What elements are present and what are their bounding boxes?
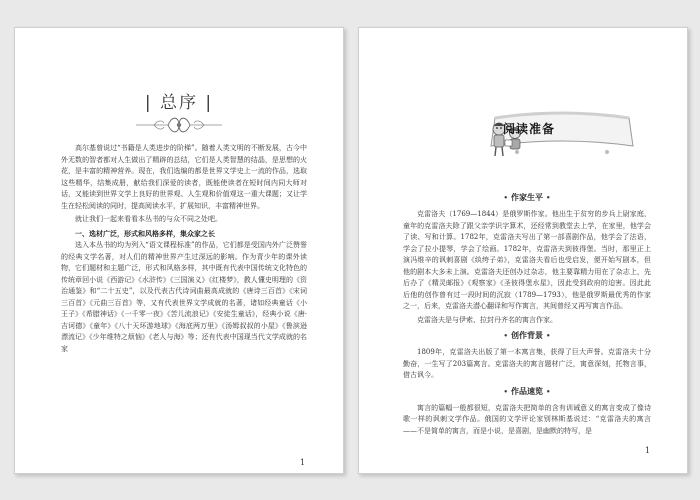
right-page-number: 1 bbox=[645, 446, 651, 455]
section-background-heading: • 创作背景 • bbox=[503, 331, 551, 340]
overview-paragraph-1: 寓言的篇幅一般都很短，克雷洛夫把简单的含有训诫意义的寓言变成了像诗歌一样的讽刺文学作品。俄国的文学评论家别林斯基说过：“克雷洛夫的寓言——不是简单的寓言，而是小说，是喜剧，是幽默的特写，是 bbox=[403, 403, 651, 435]
background-paragraph-1: 1809年，克雷洛夫出版了第一本寓言集，获得了巨大声誉。克雷洛夫十分勤奋，一生写了203篇寓言。克雷洛夫的寓言题材广泛，寓意深刻，托物言事，借古讽今。 bbox=[403, 348, 651, 379]
floral-ornament-icon bbox=[134, 112, 224, 138]
section-author-life-heading: • 作家生平 • bbox=[503, 193, 551, 202]
section-overview-heading: • 作品速览 • bbox=[503, 386, 551, 396]
preface-paragraph-2: 就让我们一起来看看本丛书的与众不同之处吧。 bbox=[75, 215, 222, 223]
preface-paragraph-1: 高尔基曾说过“书籍是人类进步的阶梯”。随着人类文明的不断发展，古今中外无数的智者都对人生做出了精辟的总结，它们是人类智慧的结晶，是思想的火花，是丰富的精神营养。现在，我们选编的都是世界文学史上一流的作品，选取这些精华，结集成册，献给我们深爱的读者，既能使读者在短时间内同大师对话，又能读到世界文学上良好的世界观、人生观和价值观这一重大课题；又让学生在轻松阅读的同时，提高阅读水平，扩展知识，丰富精神世界。 bbox=[61, 144, 307, 210]
author-life-paragraph-2: 克雷洛夫是与伊索、拉封丹齐名的寓言作家。 bbox=[417, 315, 557, 324]
left-page-number: 1 bbox=[300, 458, 306, 467]
left-page bbox=[14, 27, 344, 474]
right-page bbox=[358, 27, 688, 474]
reading-prep-title: 阅读准备 bbox=[503, 122, 556, 136]
reading-prep-body bbox=[403, 188, 651, 439]
author-life-paragraph-1: 克雷洛夫（1769—1844）是俄罗斯作家。他出生于贫穷的步兵上尉家庭，童年的克雷洛夫除了跟父亲学识字算术，还经常到教堂去上学，在家里，他学会了读、写和计算。1782年，克雷洛夫写出了第一部喜剧作品，他学会了法语，学会了拉小提琴，学会了绘画。1782年，克雷洛夫到彼得堡。当时，那里正上演冯维辛的讽刺喜剧《纨绔子弟》，克雷洛夫看后也受启发，便开始写剧本，但他的剧本大多未上演。克雷洛夫还创办过杂志，他主要靠精力用在了杂志上，先后办了《精灵邮报》《观察家》《圣彼得堡水星》，因此受到政府的迫害。因此此后他的创作曾有过一段时间的沉寂（1789—1793），他是俄罗斯最优秀的作家之一，后来，克雷洛夫潜心翻译和写作寓言，其间曾经又再写寓言作品。 bbox=[403, 210, 651, 310]
section-heading-1: 一、选材广泛，形式和风格多样，集众家之长 bbox=[75, 228, 215, 238]
preface-body bbox=[61, 143, 307, 357]
preface-title: | 总序 | bbox=[144, 93, 214, 113]
section-paragraph-1: 选入本丛书的均为列入“语文课程标准”的作品，它们都是受国内外广泛赞誉的经典文学名著，对人们的精神世界产生过深远的影响。作为青少年的课外读物，它们题材和主题广泛，形式和风格多样，其中既有代表中国传统文化特色的传统章回小说《西游记》《水浒传》《三国演义》《红楼梦》，教人懂史明理的《资治通鉴》和“二十五史”，以及代表古代诗词曲最高成就的《唐诗三百首》《宋词三百首》《元曲三百首》等，又有代表世界文学成就的名著，诸如经典童话《小王子》《希腊神话》《一千零一夜》《苦儿流浪记》《安徒生童话》，经典小说《唐·吉诃德》《童年》《八十天环游地球》《海底两万里》《汤姆叔叔的小屋》《鲁滨逊漂流记》《少年维特之烦恼》《老人与海》等；还有代表中国现当代文学成就的名家 bbox=[61, 241, 307, 353]
